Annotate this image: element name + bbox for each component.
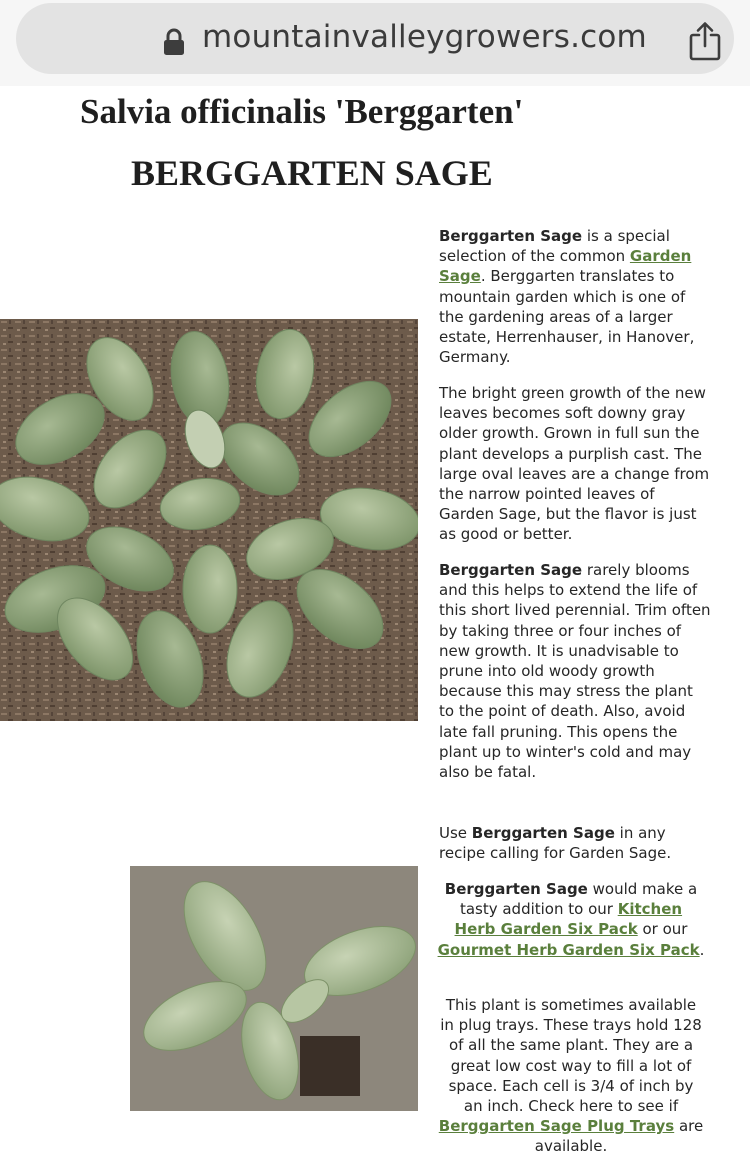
lock-icon: [163, 28, 185, 56]
kitchen-herb-six-pack-link[interactable]: Kitchen Herb Garden Six Pack: [454, 900, 683, 939]
text-run: This plant is sometimes available in plug trays. These trays hold 128 of all the same plant. They are a great low cost way to fill a lot of space. Each cell is 3/4 of inch by an inch. Check here to see if: [440, 996, 702, 1116]
sage-plant-in-pot-photo: [130, 866, 418, 1111]
text-run: would make a tasty addition to our: [459, 880, 698, 919]
plant-name-bold: Berggarten Sage: [439, 561, 583, 579]
care-paragraph: [439, 560, 711, 782]
plug-trays-link[interactable]: Berggarten Sage Plug Trays: [438, 1117, 675, 1136]
plug-trays-paragraph: [437, 995, 705, 1157]
text-run: rarely blooms and this helps to extend the life of this short lived perennial. Trim often by taking three or four inches of new growth. It is unadvisable to prune into old woody growth because this may stress the plant to the point of death. Also, avoid late fall pruning. This opens the plant up to winter's cold and may also be fatal.: [439, 561, 711, 782]
plant-name-bold: Berggarten Sage: [444, 880, 588, 898]
page-title-latin-name: Salvia officinalis 'Berggarten': [80, 92, 524, 131]
plant-name-bold: Berggarten Sage: [471, 824, 615, 842]
text-run: . Berggarten translates to mountain garden which is one of the gardening areas of a larger estate, Herrenhauser, in Hanover, Germany.: [439, 267, 695, 367]
intro-paragraph: [439, 226, 711, 367]
sage-plant-in-mulch-photo: [0, 319, 418, 721]
text-run: are available.: [534, 1117, 704, 1156]
gourmet-herb-six-pack-link[interactable]: Gourmet Herb Garden Six Pack: [437, 940, 700, 959]
usage-paragraph: [439, 823, 711, 863]
plant-name-bold: Berggarten Sage: [439, 227, 583, 245]
garden-sage-link[interactable]: Garden Sage: [439, 247, 692, 286]
text-run: is a special selection of the common: [439, 227, 670, 266]
text-run: .: [699, 940, 705, 959]
text-run: or our: [637, 920, 688, 939]
text-run: Use: [439, 824, 472, 842]
page-title-common-name: BERGGARTEN SAGE: [131, 153, 493, 193]
browser-chrome: [0, 0, 750, 86]
url-text[interactable]: mountainvalleygrowers.com: [202, 19, 647, 55]
text-run: in any recipe calling for Garden Sage.: [439, 824, 672, 863]
address-bar[interactable]: [16, 3, 734, 74]
six-pack-paragraph: [437, 879, 705, 960]
growth-paragraph: The bright green growth of the new leaves becomes soft downy gray older growth. Grown in full sun the plant develops a purplish cast. The large oval leaves are a change from the narrow pointed leaves of Garden Sage, but the flavor is just as good or better.: [439, 384, 710, 544]
share-icon[interactable]: [688, 21, 722, 61]
